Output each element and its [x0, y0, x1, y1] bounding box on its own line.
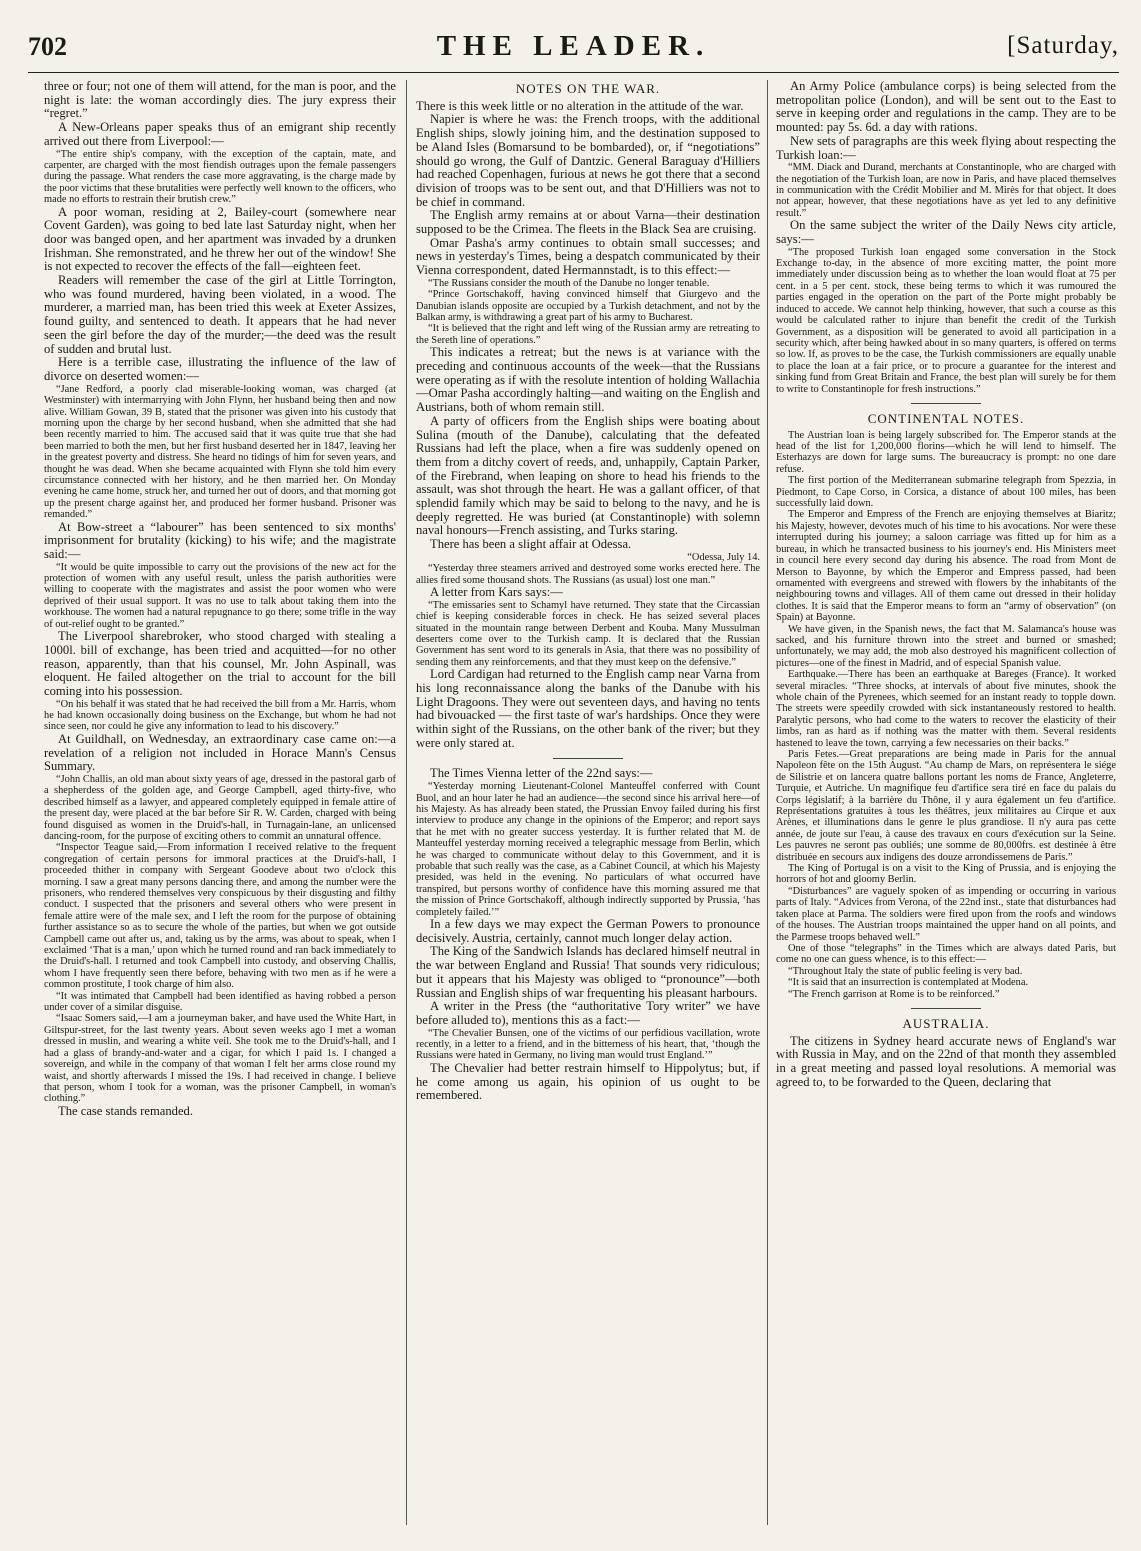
issue-day: [Saturday,	[1007, 32, 1119, 59]
column-3	[776, 80, 1116, 1535]
page-number: 702	[28, 32, 67, 61]
quoted-paragraph: “The proposed Turkish loan engaged some conversation in the Stock Exchange to-day, in the absence of more exciting matter, the point more immediately under discussion being as to whether the loan would float at 75 per cent. in a 5 per cent. stock, these being terms to which it was rumoured the parties engaged in the operation on the part of the Porte might probably be induced to accede. We cannot help thinking, however, that such a course as this would be calculated rather to injure than benefit the credit of the Turkish Government, as a disposition will be generated to avoid all participation in a security which, after being hawked about in so many quarters, is offered on terms so low. If, as proves to be the case, the Turkish commissioners are equally unable to place the loan at a fair price, or to procure a guarantee for the interest and sinking fund from Great Britain and France, the best plan will surely be for them to write to Constantinople for fresh instructions.”	[776, 246, 1116, 395]
quoted-paragraph: “It is believed that the right and left wing of the Russian army are retreating to the Sereth line of operations.”	[416, 323, 760, 346]
masthead	[28, 30, 1119, 72]
paragraph: Paris Fetes.—Great preparations are being made in Paris for the annual Napoleon fête on the 15th August. “Au champ de Mars, on représentera le siége de Silistrie et on lancera quatre ballons portant les noms de France, Angleterre, Turquie, et Autriche. Un magnifique feu d'artifice sera tiré en face du palais du Corps législatif; à la barrière du Thône, il y aura également un feu d'artifice. Représentations gratuites à tous les théâtres, jeux militaires au Cirque et aux Arènes, et illuminations dans le genre le plus grandiose. Il n'y aura pas cette année, de joute sur l'eau, à cause des travaux en cours d'exécution sur la Seine. Les pauvres ne seront pas oubliés; une somme de 80,000frs. est destinée à être distribuée en secours aux indigens des douze arrondissemens de Paris.”	[776, 749, 1116, 863]
column-2	[416, 80, 760, 1535]
paragraph: The English army remains at or about Varna—their destination supposed to be the Crimea. The fleets in the Black Sea are cruising.	[416, 208, 760, 237]
paragraph: The Emperor and Empress of the French are enjoying themselves at Biaritz; his Majesty, however, devotes much of his time to his avocations. Nor were these interrupted during his journey; a saloon carriage was fitted up for him as a bureau, in which he transacted business to his journey's end. His Ministers meet in council here every second day during his absence. The road from Mont de Merson to Bayonne, by which the Emperor and Empress passed, had been ornamented with evergreens and strewed with flowers by the inhabitants of the neighbouring towns and villages. All of them came out dressed in their holiday clothes. It is said that the Emperor means to form an “army of observation” (on Spain) at Bayonne.	[776, 509, 1116, 624]
paragraph: Earthquake.—There has been an earthquake at Bareges (France). It worked several miracles. “Three shocks, at intervals of about five minutes, shook the whole chain of the Pyrenees, which seemed for an instant ready to topple down. The streets were speedily crowded with sick instantaneously restored to health. Paralytic persons, who had come to the waters to recover the elasticity of their limbs, ran as hard as if nothing was the matter with them. Several residents hastened to leave the town, carrying a few necessaries on their backs.”	[776, 669, 1116, 749]
paragraph: The first portion of the Mediterranean submarine telegraph from Spezzia, in Piedmont, to Cape Corso, in Corsica, a distance of about 100 miles, has been successfully laid down.	[776, 475, 1116, 510]
paragraph: One of those “telegraphs” in the Times which are always dated Paris, but come no one can guess whence, is to this effect:—	[776, 942, 1116, 966]
paragraph: A party of officers from the English ships were boating about Sulina (mouth of the Danube), calculating that the defeated Russians had left the place, when a fire was suddenly opened on them from a ditchy covert of reeds, and, unhappily, Captain Parker, of the Firebrand, when leaping on shore to head his friends to the assault, was shot through the heart. He was a gallant officer, of that splendid family which may be said to belong to the navy, and he is deeply regretted. He was buried (at Constantinople) with solemn naval honours—French assisting, and Turks staring.	[416, 413, 760, 538]
quoted-paragraph: “It was intimated that Campbell had been identified as having robbed a person under cover of a similar disguise.	[44, 990, 396, 1014]
section-separator	[911, 403, 981, 404]
paragraph: Omar Pasha's army continues to obtain small successes; and news in yesterday's Times, being a despatch communicated by their Vienna correspondent, dated Hermannstadt, is to this effect:—	[416, 235, 760, 278]
quoted-paragraph: “The emissaries sent to Schamyl have returned. They state that the Circassian chief is keeping considerable forces in check. He has seized several places situated in the mountain range between Derbent and Kouba. Many Mussulman deserters come over to the Turkish camp. It is declared that the Russian Government has sent word to its generals in Asia, that there was no possibility of sending them any reinforcements, and that they must keep on the defensive.”	[416, 599, 760, 668]
section-heading-australia: AUSTRALIA.	[902, 1015, 990, 1031]
quoted-paragraph: “It would be quite impossible to carry out the provisions of the new act for the protection of women with any useful result, unless the parish authorities were willing to cooperate with the magistrates and assist the poor women who were deprived of their usual support. It was no use to talk about taking them into the workhouse. The women had a natural repugnance to go there; some trifle in the way of out-relief ought to be granted.”	[44, 561, 396, 630]
paragraph: The King of Portugal is on a visit to the King of Prussia, and is enjoying the horrors of hot and gloomy Berlin.	[776, 863, 1116, 886]
quoted-paragraph: “Throughout Italy the state of public feeling is very bad.	[788, 965, 1023, 977]
paragraph: The King of the Sandwich Islands has declared himself neutral in the war between England and Russia! That sounds very ridiculous; but it appears that his Majesty was obliged to “pronounce”—both Russian and English ships of war frequenting his pleasant harbours.	[416, 944, 760, 1000]
paragraph: three or four; not one of them will attend, for the man is poor, and the night is late: the woman accordingly dies. The jury express their “regret.”	[44, 80, 396, 121]
paragraph: At Bow-street a “labourer” has been sentenced to six months' imprisonment for brutality (kicking) to his wife; and the magistrate said:—	[44, 519, 396, 561]
column-1	[44, 80, 396, 1535]
section-heading-continental: CONTINENTAL NOTES.	[867, 410, 1025, 426]
quoted-paragraph: “The entire ship's company, with the exception of the captain, mate, and carpenter, are charged with the most fiendish outrages upon the female passengers during the passage. What renders the case more aggravating, is the charge made by the poor victims that these brutalities were perfectly well known to the officers, who made no efforts to restrain their brutish crew.”	[44, 148, 396, 206]
quoted-paragraph: “Yesterday morning Lieutenant-Colonel Manteuffel conferred with Count Buol, and an hour later he had an audience—the second since his arrival here—of his Majesty. As has already been stated, the Prussian Envoy failed during his first interview to produce any change in the opinions of the Emperor; and report says that he met with no greater success yesterday. It is further related that M. de Manteuffel yesterday morning received a telegraphic message from Berlin, which he was charged to communicate without delay to this Government, and it is probable that such really was the case, as a Cabinet Council, at which his Majesty presided, was held in the evening. No particulars of what occurred have transpired, but persons worthy of confidence have this morning assured me that the mission of Prince Gortschakoff, although indirectly supported by Prussia, ‘has completely failed.’”	[416, 781, 760, 918]
quoted-paragraph: “The French garrison at Rome is to be reinforced.”	[788, 988, 1000, 1000]
paragraph: There has been a slight affair at Odessa.	[430, 537, 632, 552]
dateline: “Odessa, July 14.	[687, 551, 760, 563]
paragraph: A poor woman, residing at 2, Bailey-court (somewhere near Covent Garden), was going to bed late last Saturday night, when her door was banged open, and her apartment was invaded by a drunken Irishman. She remonstrated, and he threw her out of the window! She is not expected to recover the effects of the fall—eighteen feet.	[44, 204, 396, 274]
quoted-paragraph: “John Challis, an old man about sixty years of age, dressed in the pastoral garb of a shepherdess of the golden age, and George Campbell, aged thirty-five, who described himself as a lawyer, and appeared completely equipped in female attire of the present day, were placed at the bar before Sir R. W. Carden, charged with being found disguised as women in the Druid's-hall, in Turnagain-lane, an unlicensed dancing-room, for the purpose of exciting others to commit an unnatural offence.	[44, 773, 396, 842]
column-divider	[406, 80, 407, 1525]
header-rule	[28, 72, 1119, 73]
quoted-paragraph: “Yesterday three steamers arrived and destroyed some works erected here. The allies fired some thousand shots. The Russians (as usual) lost one man.”	[416, 563, 760, 586]
paragraph: A New-Orleans paper speaks thus of an emigrant ship recently arrived out there from Liverpool:—	[44, 120, 396, 148]
paragraph: The Austrian loan is being largely subscribed for. The Emperor stands at the head of the list for 1,200,000 florins—which he will lend to himself. The Esterhazys are down for large sums. The bureaucracy is prompt: no one dare refuse.	[776, 429, 1116, 475]
paragraph: On the same subject the writer of the Daily News city article, says:—	[776, 218, 1116, 246]
quoted-paragraph: “MM. Diack and Durand, merchants at Constantinople, who are charged with the negotiation of the Turkish loan, are now in Paris, and have placed themselves in communication with the Crédit Mobilier and M. Mirès for that object. It does not appear, however, that these negotiations have as yet led to any definitive result.”	[776, 162, 1116, 219]
paragraph: The Chevalier had better restrain himself to Hippolytus; but, if he come among us again, his opinion of us ought to be remembered.	[416, 1060, 760, 1103]
paragraph: The case stands remanded.	[58, 1103, 193, 1118]
paragraph: New sets of paragraphs are this week flying about respecting the Turkish loan:—	[776, 133, 1116, 162]
quoted-paragraph: “On his behalf it was stated that he had received the bill from a Mr. Harris, whom he had known occasionally doing business on the Exchange, but whom he had not since seen, nor could he give any information to lead to his discovery.”	[44, 698, 396, 733]
paragraph: We have given, in the Spanish news, the fact that M. Salamanca's house was sacked, and his furniture thrown into the street and burned or smashed; unfortunately, we may add, the mob also destroyed his magnificent collection of pictures—one of the finest in Madrid, and of especial Spanish value.	[776, 623, 1116, 669]
quoted-paragraph: “Inspector Teague said,—From information I received relative to the frequent congregation of certain persons for immoral practices at the Druid's-hall, I proceeded thither in company with Sergeant Goodeve about two o'clock this morning. I saw a great many persons dancing there, and among the number were the prisoners, who rendered themselves very conspicuous by their disgusting and filthy conduct. I suspected that the prisoners and several others who were present in female attire were of the male sex, and I left the room for the purpose of obtaining further assistance so as to secure the whole of the parties, but when we got outside Campbell came out after us, and, taking us by the arms, was about to speak, when I exclaimed ‘That is a man,’ upon which he turned round and ran back immediately to the Druid's-hall. I returned and took Campbell into custody, and observing Challis, whom I have frequently seen there before, behaving with two men as if he were a common prostitute, I took charge of him also.	[44, 842, 396, 991]
quoted-paragraph: “Isaac Somers said,—I am a journeyman baker, and have used the White Hart, in Giltspur-street, for the last twenty years. About seven weeks ago I met a woman dressed in muslin, and wearing a white veil. She took me to the Druid's-hall, and I had a glass of brandy-and-water and a cigar, for which I paid 1s. I changed a sovereign, and while in the company of that woman I felt her arms close round my waist, and shortly afterwards I missed the 19s. I had received in change. I believe that person, whom I took for a woman, was the prisoner Campbell, in woman's clothing.”	[44, 1013, 396, 1105]
paragraph: A writer in the Press (the “authoritative Tory writer” we have before alluded to), mentions this as a fact:—	[416, 999, 760, 1027]
paragraph: Here is a terrible case, illustrating the influence of the law of divorce on deserted women:—	[44, 355, 396, 383]
section-separator	[911, 1008, 981, 1009]
paragraph: A letter from Kars says:—	[430, 585, 563, 600]
paragraph: In a few days we may expect the German Powers to pronounce decisively. Austria, certainly, cannot much longer delay action.	[416, 916, 760, 945]
paragraph: The citizens in Sydney heard accurate news of England's war with Russia in May, and on the 22nd of that month they assembled in a great meeting and passed loyal resolutions. A memorial was agreed to, to be forwarded to the Queen, declaring that	[776, 1033, 1116, 1089]
paragraph: Napier is where he was: the French troops, with the additional English ships, slowly joining him, and the destination supposed to be Aland Isles (Bomarsund to be bombarded), or, if “negotiations” should go wrong, the Gulf of Dantzic. General Baraguay d'Hilliers had reached Copenhagen, furious at news he got there that a second division of troops was to be sent out, and that D'Hilliers was not to be chief in command.	[416, 112, 760, 209]
column-divider	[767, 80, 768, 1525]
paragraph: The Liverpool sharebroker, who stood charged with stealing a 1000l. bill of exchange, has been tried and acquitted—for no other reason, apparently, than that his counsel, Mr. John Aspinall, was eloquent. He failed altogether on the trial to account for the bill coming into his possession.	[44, 629, 396, 698]
paragraph: An Army Police (ambulance corps) is being selected from the metropolitan police (London), and will be sent out to the East to serve in keeping order and regulations in the camp. They are to be mounted: pay 5s. 6d. a day with rations.	[776, 80, 1116, 135]
quoted-paragraph: “Prince Gortschakoff, having convinced himself that Giurgevo and the Danubian islands opposite are occupied by a Turkish detachment, and not by the Balkan army, is withdrawing a great part of his army to Bucharest.	[416, 289, 760, 324]
section-separator	[553, 758, 623, 759]
quoted-paragraph: “Jane Redford, a poorly clad miserable-looking woman, was charged (at Westminster) with intermarrying with John Flynn, her husband being then and now alive. William Gowan, 39 B, stated that the prisoner was given into his custody that morning upon the charge by her second husband, when she admitted that she had been recently married to him. The accused said that it was quite true that she had been married to both the men, but her first husband deserted her in 1847, leaving her in the greatest poverty and distress. She heard no tidings of him for seven years, and thought he was dead. When she became acquainted with Flynn she told him every circumstance connected with her history, and he then married her. On Monday evening he came home, struck her, and turned her out of doors, and that morning got up the present charge against her, and produced her former husband. Prisoner was remanded.”	[44, 383, 396, 521]
paragraph: This indicates a retreat; but the news is at variance with the preceding and continuous accounts of the week—that the Russians were operating as if with the resolute intention of holding Wallachia—Omar Pasha accordingly halting—and waiting on the English and Austrians, both of whom remain still.	[416, 345, 760, 415]
quoted-paragraph: “The Chevalier Bunsen, one of the victims of our perfidious vacillation, wrote recently, in a letter to a friend, and in the bitterness of his heart, that, ‘though the Russians were hated in Germany, no living man would trust England.’”	[416, 1027, 760, 1062]
section-heading-war: NOTES ON THE WAR.	[515, 81, 661, 96]
paragraph: Lord Cardigan had returned to the English camp near Varna from his long reconnaissance along the banks of the Danube with his Light Dragoons. They were out seventeen days, and having no tents had bivouacked — the first taste of war's hardships. Once they were within sight of the Russians, on the other bank of the river; but they were only stared at.	[416, 667, 760, 750]
quoted-paragraph: “The Russians consider the mouth of the Danube no longer tenable.	[428, 277, 710, 289]
paragraph: The Times Vienna letter of the 22nd says:—	[430, 766, 653, 781]
paragraph: There is this week little or no alteration in the attitude of the war.	[416, 98, 744, 113]
paragraph: At Guildhall, on Wednesday, an extraordinary case came on:—a revelation of a religion not included in Horace Mann's Census Summary.	[44, 731, 396, 774]
paragraph: Readers will remember the case of the girl at Little Torrington, who was found murdered, having been violated, in a wood. The murderer, a married man, has been tried this week at Exeter Assizes, found guilty, and sentenced to death. It appears that he had never seen the girl before the day of the murder;—the deed was the result of sudden and brutal lust.	[44, 273, 396, 356]
paragraph: “Disturbances” are vaguely spoken of as impending or occurring in various parts of Italy. “Advices from Verona, of the 22nd inst., state that disturbances had taken place at Parma. The soldiers were fired upon from the roofs and windows of the houses. The Austrian troops maintained the upper hand on all points, and the Parmese troops behaved well.”	[776, 885, 1116, 943]
newspaper-title: THE LEADER.	[436, 30, 711, 62]
quoted-paragraph: “It is said that an insurrection is contemplated at Modena.	[788, 977, 1029, 989]
